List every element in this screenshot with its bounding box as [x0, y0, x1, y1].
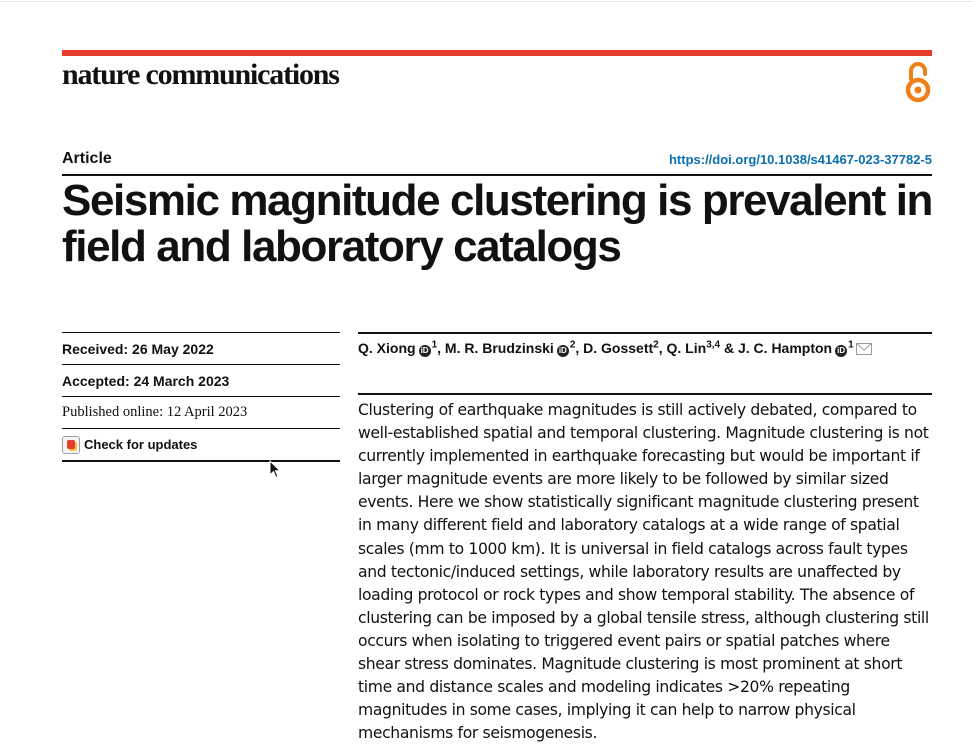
author[interactable]: M. R. Brudzinski $iD^2$,: [444, 339, 584, 356]
author[interactable]: D. Gossett$^2$,: [583, 339, 667, 356]
meta-bottom-rule: [62, 460, 340, 462]
authors-rule: [358, 332, 932, 334]
open-access-icon: [903, 59, 933, 103]
author[interactable]: Q. Lin$^{3,4}$ &: [666, 339, 738, 356]
abstract-rule: [358, 393, 932, 395]
abstract: Clustering of earthquake magnitudes is still actively debated, compared to well-established spatial and temporal clustering. Magnitude clustering is not currently implemented in earthquake forecasting but would be important if larger magnitude events are more likely to be followed by similar sized events. Here we show statistically significant magnitude clustering present in many different field and laboratory catalogs at a wide range of spatial scales (mm to 1000 km). It is universal in field catalogs across fault types and tectonic/induced settings, while laboratory results are unaffected by loading protocol or rock types and show temporal stability. The absence of clustering can be imposed by a global tensile stress, although clustering still occurs when isolating to triggered event pairs or spatial patches where shear stress dominates. Magnitude clustering is most prominent at short time and distance scales and modeling indicates >20% repeating magnitudes in some cases, implying it can help to narrow physical mechanisms for seismogenesis.: [358, 401, 929, 743]
received-date: Received: 26 May 2022: [62, 332, 340, 364]
check-updates-row[interactable]: [62, 428, 340, 460]
publication-history: [62, 332, 340, 462]
check-for-updates-link[interactable]: Check for updates: [84, 437, 198, 452]
orcid-icon[interactable]: iD: [558, 345, 567, 355]
published-date: Published online: 12 April 2023: [62, 396, 340, 428]
mail-icon[interactable]: [856, 343, 872, 355]
author-list: [358, 339, 872, 357]
accepted-date: Accepted: 24 March 2023: [62, 364, 340, 396]
doi-link[interactable]: https://doi.org/10.1038/s41467-023-37782-5: [668, 152, 932, 167]
article-type-label: Article: [62, 150, 112, 167]
orcid-icon[interactable]: iD: [837, 345, 846, 355]
author[interactable]: Q. Xiong $iD^1$,: [358, 339, 445, 356]
author[interactable]: J. C. Hampton $iD^1$: [737, 339, 854, 356]
mouse-cursor-icon: [269, 460, 281, 479]
journal-name[interactable]: nature communications: [62, 58, 339, 91]
journal-accent-bar: [62, 50, 932, 56]
check-for-updates-icon: [62, 436, 80, 454]
top-divider: [0, 1, 972, 2]
orcid-icon[interactable]: iD: [420, 345, 429, 355]
article-title: Seismic magnitude clustering is prevalent in field and laboratory catalogs: [62, 176, 933, 271]
